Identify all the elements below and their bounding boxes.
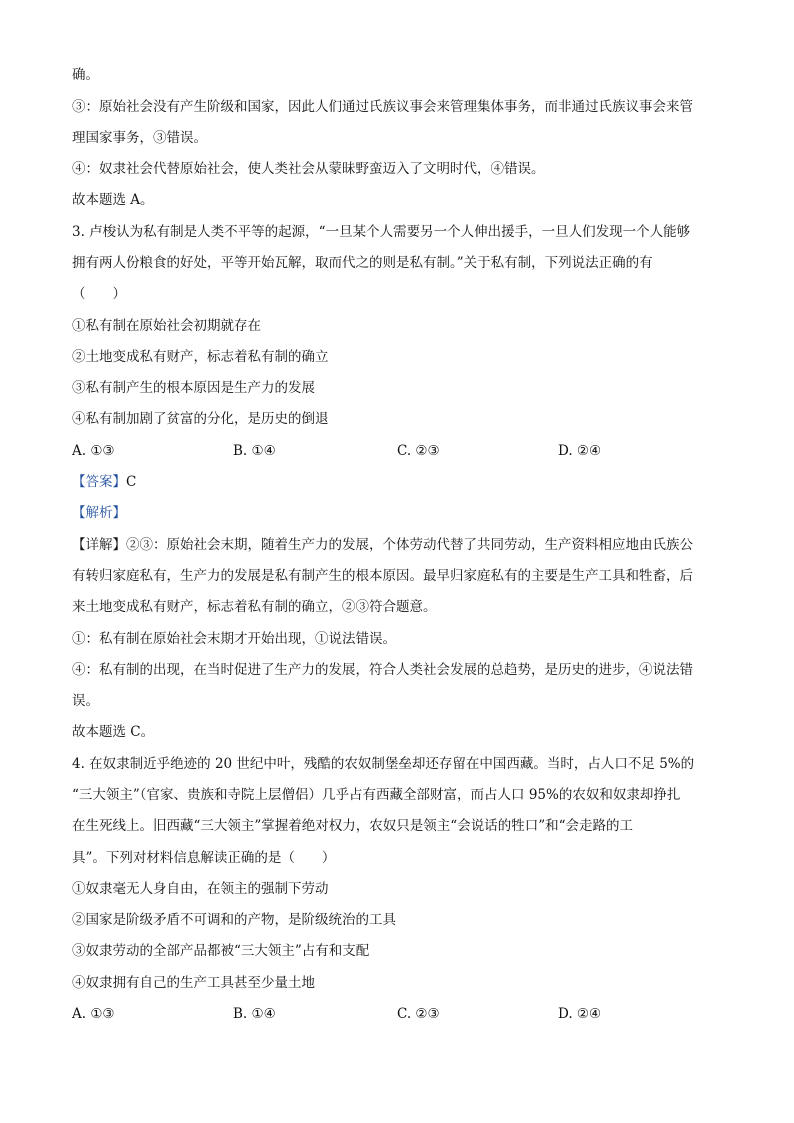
detail-line: 误。 <box>72 693 99 709</box>
question-3-blank: （ ） <box>72 286 126 302</box>
question-3-item: ②土地变成私有财产，标志着私有制的确立 <box>72 349 329 365</box>
question-4-item: ③奴隶劳动的全部产品都被“三大领主”占有和支配 <box>72 943 370 959</box>
option-b: B. ①④ <box>233 443 276 459</box>
question-3-item: ①私有制在原始社会初期就存在 <box>72 318 261 334</box>
option-c: C. ②③ <box>397 443 440 459</box>
answer-line <box>72 473 732 491</box>
detail-line: ①：私有制在原始社会末期才开始出现，①说法错误。 <box>72 631 396 647</box>
answer-value: C <box>126 474 137 490</box>
text-line: 确。 <box>72 67 99 83</box>
analysis-line <box>72 504 732 522</box>
question-3-stem: 3. 卢梭认为私有制是人类不平等的起源，“一旦某个人需要另一个人伸出援手，一旦人们发现一个人能够 <box>72 224 691 240</box>
text-line: ③：原始社会没有产生阶级和国家，因此人们通过氏族议事会来管理集体事务，而非通过氏族议事会来管 <box>72 99 693 115</box>
detail-line: 故本题选 C。 <box>72 724 155 740</box>
question-3-stem: 拥有两人份粮食的好处，平等开始瓦解，取而代之的则是私有制。”关于私有制，下列说法正确的有 <box>72 255 653 271</box>
option-d: D. ②④ <box>558 443 602 459</box>
detail-line: 有转归家庭私有，生产力的发展是私有制产生的根本原因。最早归家庭私有的主要是生产工具和牲畜，后 <box>72 568 693 584</box>
question-4-stem: 具”。下列对材料信息解读正确的是（ ） <box>72 850 336 866</box>
text-line: 故本题选 A。 <box>72 192 154 208</box>
question-3-options <box>72 442 732 460</box>
option-a: A. ①③ <box>72 443 115 459</box>
question-4-item: ②国家是阶级矛盾不可调和的产物，是阶级统治的工具 <box>72 912 396 928</box>
question-4-stem: 在生死线上。旧西藏“三大领主”掌握着绝对权力，农奴只是领主“会说话的牲口”和“会走路的工 <box>72 818 634 834</box>
text-line: ④：奴隶社会代替原始社会，使人类社会从蒙昧野蛮迈入了文明时代，④错误。 <box>72 161 545 177</box>
answer-tag: 【答案】 <box>72 474 126 490</box>
question-4-stem: “三大领主”（官家、贵族和寺院上层僧侣）几乎占有西藏全部财富，而占人口 95%的农奴和奴隶却挣扎 <box>72 787 681 803</box>
question-4-item: ④奴隶拥有自己的生产工具甚至少量土地 <box>72 975 315 991</box>
question-4-item: ①奴隶毫无人身自由，在领主的强制下劳动 <box>72 881 329 897</box>
text-line: 理国家事务，③错误。 <box>72 130 207 146</box>
detail-text: ②③：原始社会末期，随着生产力的发展，个体劳动代替了共同劳动，生产资料相应地由氏族公 <box>126 537 693 553</box>
option-c: C. ②③ <box>397 1006 440 1022</box>
detail-line <box>72 536 732 554</box>
detail-line: 来土地变成私有财产，标志着私有制的确立，②③符合题意。 <box>72 599 437 615</box>
detail-tag: 【详解】 <box>72 537 126 553</box>
question-3-item: ④私有制加剧了贫富的分化，是历史的倒退 <box>72 411 329 427</box>
question-4-stem: 4. 在奴隶制近乎绝迹的 20 世纪中叶，残酷的农奴制堡垒却还存留在中国西藏。当时，占人口不足 5%的 <box>72 756 695 772</box>
question-3-item: ③私有制产生的根本原因是生产力的发展 <box>72 380 315 396</box>
option-a: A. ①③ <box>72 1006 115 1022</box>
option-b: B. ①④ <box>233 1006 276 1022</box>
analysis-tag: 【解析】 <box>72 505 126 521</box>
question-4-options <box>72 1005 732 1023</box>
option-d: D. ②④ <box>558 1006 602 1022</box>
detail-line: ④：私有制的出现，在当时促进了生产力的发展，符合人类社会发展的总趋势，是历史的进步，④说法错 <box>72 662 693 678</box>
